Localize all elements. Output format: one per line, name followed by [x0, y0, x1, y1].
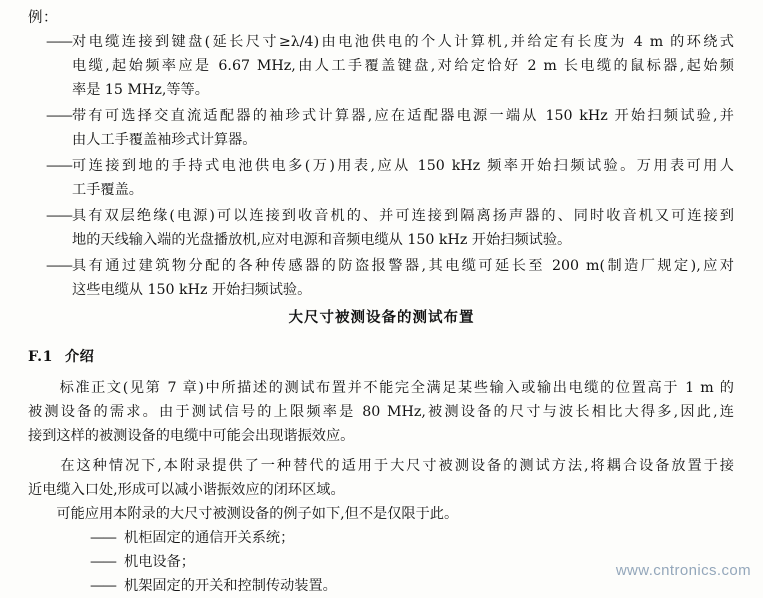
list-item [28, 104, 734, 152]
list-item [28, 154, 734, 202]
list-item-text: 对电缆连接到键盘(延长尺寸≥λ/4)由电池供电的个人计算机,并给定有长度为 4 m 的环绕式 电缆,起始频率应是 6.67 MHz,由人工手覆盖键盘,对给定恰好 2 m 长电缆的鼠标器,起始频 率是 15 MHz,等等。 [72, 34, 734, 98]
list-item-text: 带有可选择交直流适配器的袖珍式计算器,应在适配器电源一端从 150 kHz 开始扫频试验,并 由人工手覆盖袖珍式计算器。 [72, 108, 734, 148]
section-title: 大尺寸被测设备的测试布置 [288, 309, 475, 326]
list-item-label: 机柜固定的通信开关系统； [124, 530, 295, 546]
paragraph: 标准正文(见第 7 章)中所描述的测试布置并不能完全满足某些输入或输出电缆的位置高于 1 m 的 被测设备的需求。由于测试信号的上限频率是 80 MHz,被测设备的尺寸与波长相比大得多,因此,连 接到这样的被测设备的电缆中可能会出现谐振效应。 [28, 380, 734, 444]
list-item [28, 526, 734, 550]
em-dash-marker: —— [46, 34, 72, 50]
paragraph: 在这种情况下,本附录提供了一种替代的适用于大尺寸被测设备的测试方法,将耦合设备放置于接 近电缆入口处,形成可以减小谐振效应的闭环区域。 [28, 458, 734, 498]
list-item-label: 机架固定的开关和控制传动装置。 [124, 578, 337, 594]
list-item [28, 254, 734, 302]
list-item-text: 具有通过建筑物分配的各种传感器的防盗报警器,其电缆可延长至 200 m(制造厂规定),应对 这些电缆从 150 kHz 开始扫频试验。 [72, 258, 734, 298]
em-dash-marker: —— [46, 258, 72, 274]
subsection-number: F.1 [28, 349, 53, 365]
list-item [28, 30, 734, 102]
em-dash-marker: —— [46, 208, 72, 224]
subsection-title: 介绍 [64, 349, 95, 365]
list-item [28, 204, 734, 252]
list-item-text: 可连接到地的手持式电池供电多(万)用表,应从 150 kHz 频率开始扫频试验。万用表可用人 工手覆盖。 [72, 158, 734, 198]
em-dash-marker: —— [90, 554, 116, 570]
em-dash-marker: —— [90, 530, 116, 546]
example-label: 例： [28, 10, 58, 26]
em-dash-marker: —— [46, 158, 72, 174]
list-item-label: 机电设备； [124, 554, 195, 570]
watermark: www.cntronics.com [615, 562, 751, 579]
list-item-text: 具有双层绝缘(电源)可以连接到收音机的、并可连接到隔离扬声器的、同时收音机又可连接到 地的天线输入端的光盘播放机,应对电源和音频电缆从 150 kHz 开始扫频试验。 [72, 208, 734, 248]
em-dash-marker: —— [46, 108, 72, 124]
em-dash-marker: —— [90, 578, 116, 594]
subsection-heading [28, 346, 94, 366]
paragraph: 可能应用本附录的大尺寸被测设备的例子如下,但不是仅限于此。 [28, 506, 459, 522]
example-bullet-list [28, 30, 734, 304]
